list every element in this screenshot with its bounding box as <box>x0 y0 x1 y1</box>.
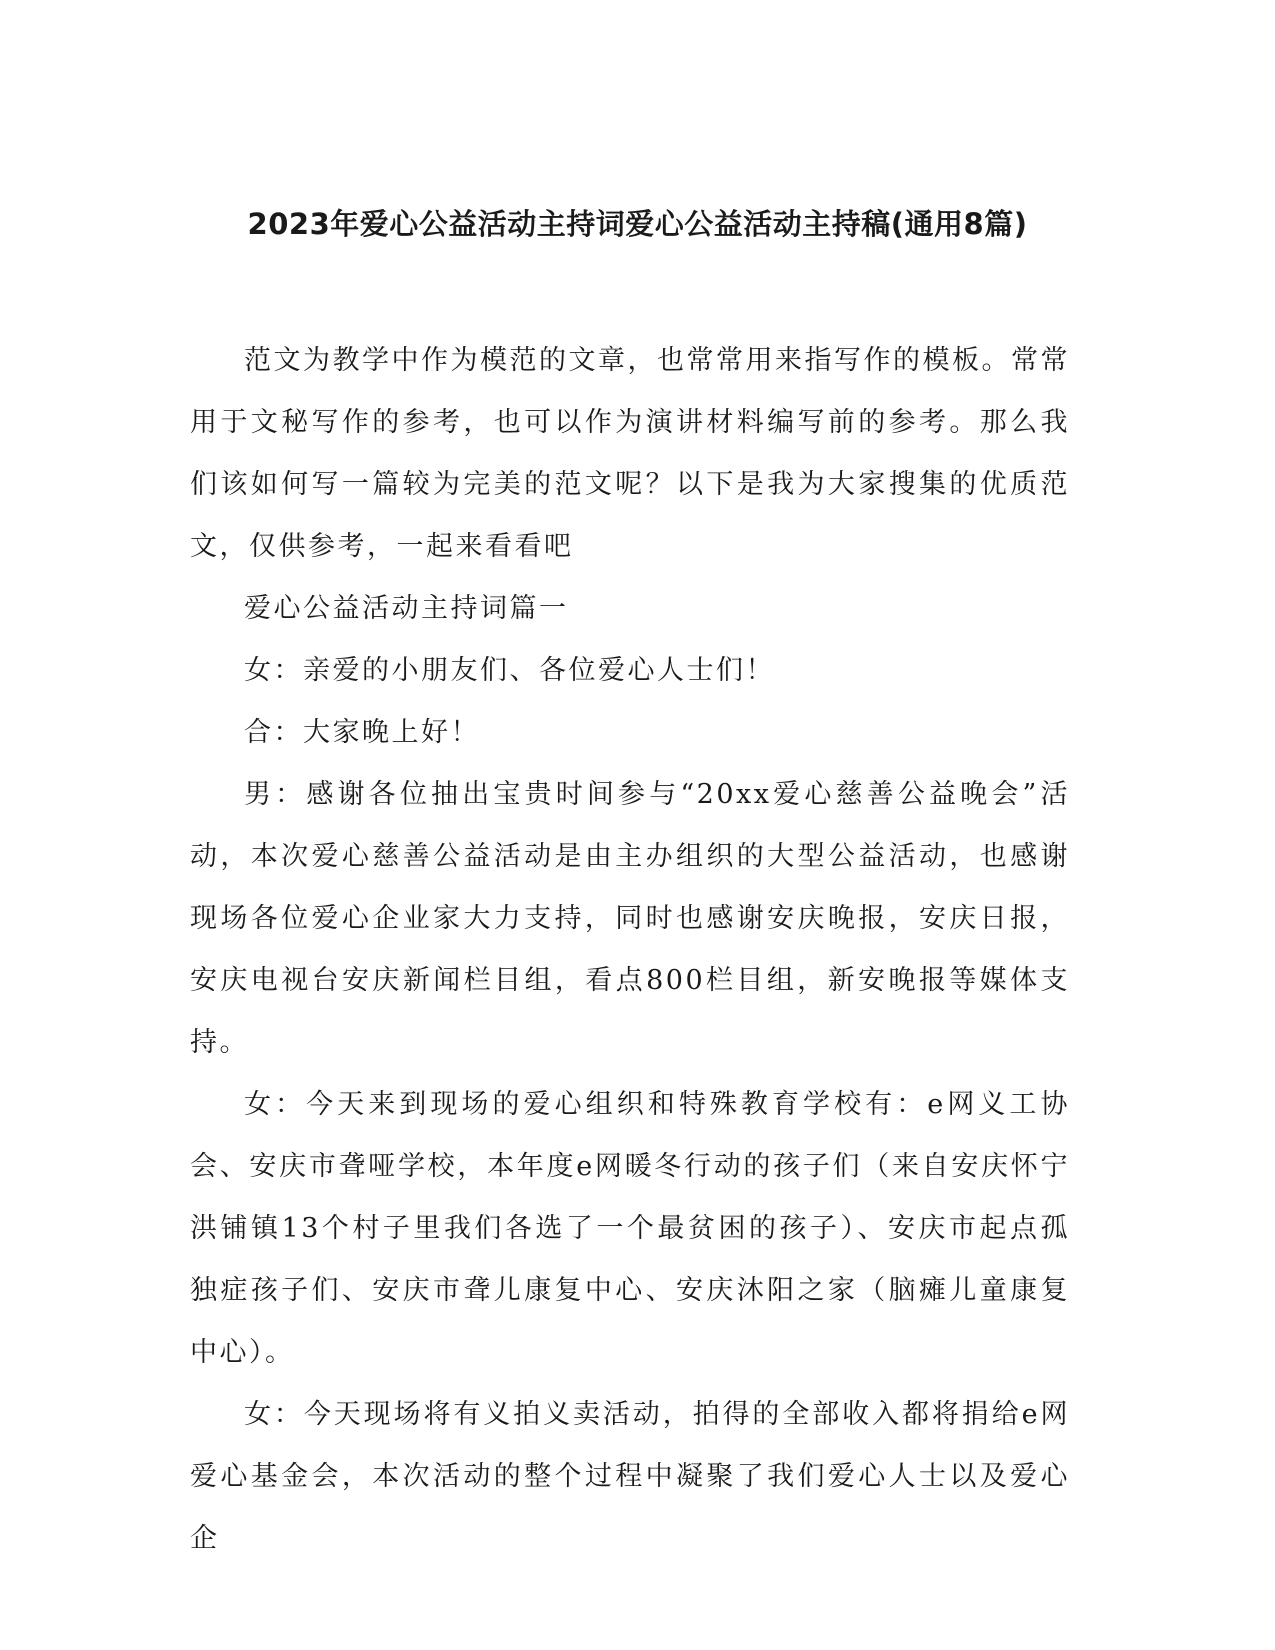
paragraph-intro: 范文为教学中作为模范的文章，也常常用来指写作的模板。常常用于文秘写作的参考，也可以作为演讲材料编写前的参考。那么我们该如何写一篇较为完美的范文呢？以下是我为大家搜集的优质范文，仅供参考，一起来看看吧 <box>190 345 1070 562</box>
document-body <box>190 330 1070 1570</box>
paragraph-dialogue: 合：大家晚上好！ <box>244 717 480 748</box>
paragraph-dialogue: 男：感谢各位抽出宝贵时间参与“20xx爱心慈善公益晚会”活动，本次爱心慈善公益活动是由主办组织的大型公益活动，也感谢现场各位爱心企业家大力支持，同时也感谢安庆晚报，安庆日报，安庆电视台安庆新闻栏目组，看点800栏目组，新安晚报等媒体支持。 <box>190 779 1070 1058</box>
paragraph-dialogue: 女：亲爱的小朋友们、各位爱心人士们！ <box>244 655 775 686</box>
section-heading: 爱心公益活动主持词篇一 <box>244 593 569 624</box>
paragraph-dialogue: 女：今天现场将有义拍义卖活动，拍得的全部收入都将捐给e网爱心基金会，本次活动的整个过程中凝聚了我们爱心人士以及爱心企 <box>190 1399 1070 1554</box>
document-title: 2023年爱心公益活动主持词爱心公益活动主持稿(通用8篇) <box>247 207 1028 242</box>
paragraph-dialogue: 女：今天来到现场的爱心组织和特殊教育学校有：e网义工协会、安庆市聋哑学校，本年度e网暖冬行动的孩子们（来自安庆怀宁洪铺镇13个村子里我们各选了一个最贫困的孩子）、安庆市起点孤独症孩子们、安庆市聋儿康复中心、安庆沐阳之家（脑瘫儿童康复中心）。 <box>190 1089 1070 1368</box>
